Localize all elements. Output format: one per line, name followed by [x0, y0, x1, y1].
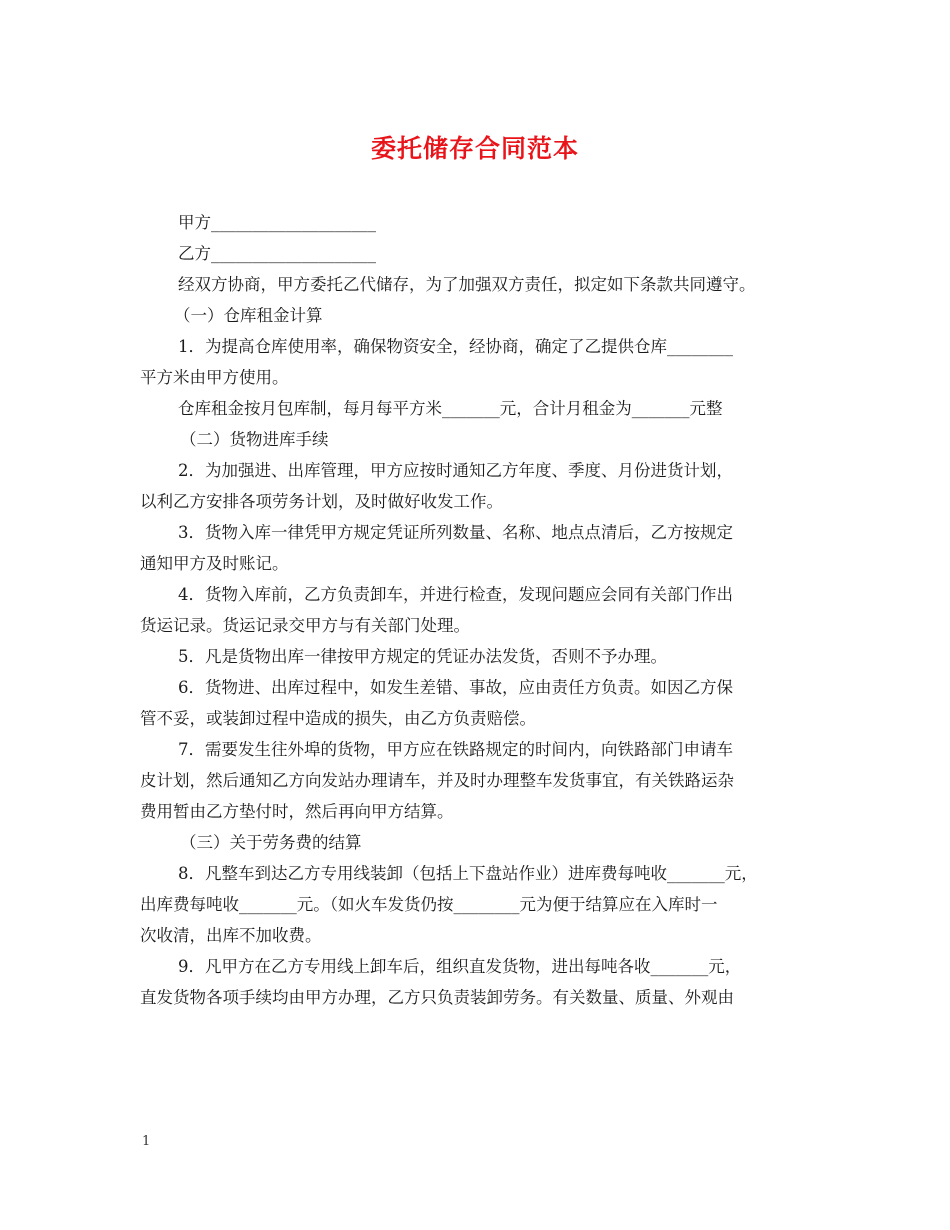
- text-line: 平方米由甲方使用。: [140, 368, 289, 387]
- text-line: 5．凡是货物出库一律按甲方规定的凭证办法发货，否则不予办理。: [178, 647, 667, 666]
- text-line: 费用暂由乙方垫付时，然后再向甲方结算。: [140, 802, 454, 821]
- text-line: （一）仓库租金计算: [174, 306, 323, 325]
- text-line: 皮计划，然后通知乙方向发站办理请车，并及时办理整车发货事宜，有关铁路运杂: [140, 771, 734, 790]
- text-line: 直发货物各项手续均由甲方办理，乙方只负责装卸劳务。有关数量、质量、外观由: [140, 988, 734, 1007]
- text-line: 出库费每吨收_______元。（如火车发货仍按________元为便于结算应在入库时一: [140, 895, 718, 914]
- text-line: 甲方____________________: [178, 213, 376, 232]
- text-line: 8．凡整车到达乙方专用线装卸（包括上下盘站作业）进库费每吨收_______元，: [178, 864, 758, 883]
- text-line: 次收清，出库不加收费。: [140, 926, 322, 945]
- text-line: 9．凡甲方在乙方专用线上卸车后，组织直发货物，进出每吨各收_______元，: [178, 957, 742, 976]
- page-number: 1: [142, 1134, 151, 1149]
- text-line: 4．货物入库前，乙方负责卸车，并进行检查，发现问题应会同有关部门作出: [178, 585, 733, 604]
- text-line: 货运记录。货运记录交甲方与有关部门处理。: [140, 616, 470, 635]
- text-line: 以利乙方安排各项劳务计划，及时做好收发工作。: [140, 492, 503, 511]
- text-line: 经双方协商，甲方委托乙代储存，为了加强双方责任，拟定如下条款共同遵守。: [178, 275, 756, 294]
- text-line: 通知甲方及时账记。: [140, 554, 289, 573]
- text-line: 3．货物入库一律凭甲方规定凭证所列数量、名称、地点点清后，乙方按规定: [178, 523, 733, 542]
- text-line: （二）货物进库手续: [180, 430, 329, 449]
- text-line: 乙方____________________: [178, 244, 376, 263]
- text-line: 7．需要发生往外埠的货物，甲方应在铁路规定的时间内，向铁路部门申请车: [178, 740, 733, 759]
- text-line: 管不妥，或装卸过程中造成的损失，由乙方负责赔偿。: [140, 709, 536, 728]
- text-line: 6．货物进、出库过程中，如发生差错、事故，应由责任方负责。如因乙方保: [178, 678, 733, 697]
- text-line: 1．为提高仓库使用率，确保物资安全，经协商，确定了乙提供仓库________: [178, 337, 733, 356]
- text-line: （三）关于劳务费的结算: [180, 833, 362, 852]
- text-line: 2．为加强进、出库管理，甲方应按时通知乙方年度、季度、月份进货计划，: [178, 461, 733, 480]
- text-line: 仓库租金按月包库制，每月每平方米_______元，合计月租金为_______元整: [178, 399, 723, 418]
- document-body: [140, 207, 820, 1013]
- document-title: 委托储存合同范本: [370, 134, 579, 163]
